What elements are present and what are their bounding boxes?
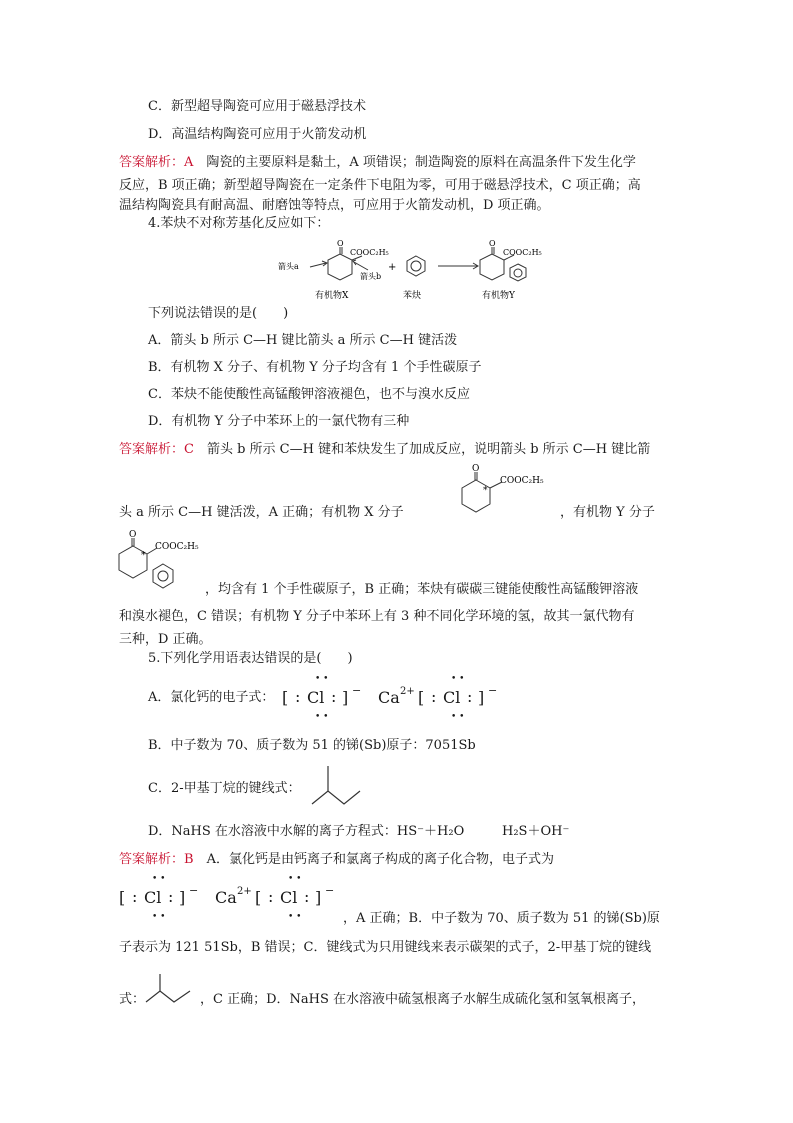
q3-analysis-line1: 答案解析：A 陶瓷的主要原料是黏土，A 项错误；制造陶瓷的原料在高温条件下发生化学 (119, 155, 636, 170)
svg-text:]: ] (342, 688, 349, 707)
svg-text:]: ] (478, 688, 485, 707)
q4-analysis-line3: ，均含有 1 个手性碳原子，B 正确；苯炔有碳碳三键能使酸性高锰酸钾溶液 (205, 582, 639, 597)
svg-text::: : (295, 687, 301, 706)
q4-analysis-line5: 三种，D 正确。 (119, 632, 212, 647)
q4-answer-label: 答案解析：C (119, 442, 194, 457)
skeletal-2-methylbutane (312, 764, 368, 806)
svg-text:• •: • • (152, 912, 166, 922)
svg-text:2+: 2+ (237, 886, 252, 897)
svg-text:[: [ (255, 888, 262, 907)
svg-text::: : (331, 687, 337, 706)
svg-text:[: [ (119, 888, 126, 907)
arrow-a-label: 箭头a (278, 262, 299, 271)
inline-y-group: COOC₂H₅ (155, 542, 199, 552)
q5-analysis-line2: ，A 正确；B．中子数为 70、质子数为 51 的锑(Sb)原 (343, 911, 660, 926)
inline-y-star: * (141, 551, 146, 561)
reaction-scheme (270, 238, 560, 304)
svg-text:−: − (325, 884, 335, 897)
plus-sign: + (388, 262, 397, 273)
inline-x-group: COOC₂H₅ (500, 476, 544, 486)
q5-option-a-label: A．氯化钙的电子式： (148, 690, 275, 705)
q4-question: 下列说法错误的是( ) (148, 306, 289, 321)
svg-text:Cl: Cl (280, 888, 298, 907)
inline-x-oxygen: O (472, 464, 480, 474)
x-oxygen: O (337, 239, 344, 248)
q5-option-d-part2: H₂S＋OH⁻ (502, 824, 570, 839)
q4-option-b: B．有机物 X 分子、有机物 Y 分子均含有 1 个手性碳原子 (148, 360, 482, 375)
q4-analysis-line4: 和溴水褪色，C 错误；有机物 Y 分子中苯环上有 3 种不同化学环境的氢，故其一氯代物有 (119, 609, 635, 624)
y-oxygen: O (489, 239, 496, 248)
svg-text:[: [ (418, 688, 425, 707)
label-benzyne: 苯炔 (403, 291, 422, 301)
q4-analysis-line2a: 头 a 所示 C—H 键活泼，A 正确；有机物 X 分子 (119, 505, 404, 520)
svg-text:−: − (488, 684, 498, 697)
q3-analysis-line2: 反应，B 项正确；新型超导陶瓷在一定条件下电阻为零，可用于磁悬浮技术，C 项正确；高 (119, 178, 641, 193)
q5-answer-label: 答案解析：B (119, 852, 194, 867)
svg-text:[: [ (282, 688, 289, 707)
svg-text:Ca: Ca (378, 688, 400, 707)
svg-text::: : (304, 887, 310, 906)
q4-option-d: D．有机物 Y 分子中苯环上的一氯代物有三种 (148, 414, 410, 429)
q3-option-c: C．新型超导陶瓷可应用于磁悬浮技术 (148, 99, 366, 114)
benzyne-structure (407, 256, 425, 276)
q3-analysis-line3: 温结构陶瓷具有耐高温、耐磨蚀等特点，可应用于火箭发动机，D 项正确。 (119, 198, 550, 213)
q4-stem: 4.苯炔不对称芳基化反应如下： (148, 216, 330, 231)
svg-text::: : (467, 687, 473, 706)
svg-text::: : (132, 887, 138, 906)
q5-option-c-label: C．2-甲基丁烷的键线式： (148, 781, 301, 796)
q3-option-d: D．高温结构陶瓷可应用于火箭发动机 (148, 127, 367, 142)
svg-text:]: ] (315, 888, 322, 907)
q5-option-b: B．中子数为 70、质子数为 51 的锑(Sb)原子：7051Sb (148, 738, 476, 753)
svg-text::: : (268, 887, 274, 906)
q4-option-a: A．箭头 b 所示 C—H 键比箭头 a 所示 C—H 键活泼 (148, 333, 458, 348)
reaction-arrow (438, 263, 478, 269)
q4-option-c: C．苯炔不能使酸性高锰酸钾溶液褪色，也不与溴水反应 (148, 387, 470, 402)
svg-text:• •: • • (451, 712, 465, 722)
svg-text:Cl: Cl (144, 888, 162, 907)
q3-answer-label: 答案解析：A (119, 155, 194, 170)
label-y: 有机物Y (482, 291, 515, 301)
q5-analysis-line1: 答案解析：B A．氯化钙是由钙离子和氯离子构成的离子化合物，电子式为 (119, 852, 554, 867)
electron-formula-analysis (119, 872, 359, 920)
svg-text:−: − (189, 884, 199, 897)
inline-y-oxygen: O (129, 530, 137, 540)
svg-text:• •: • • (288, 874, 302, 884)
svg-text::: : (168, 887, 174, 906)
y-ester-group: COOC₂H₅ (503, 248, 542, 257)
svg-text:Cl: Cl (443, 688, 461, 707)
svg-text:−: − (352, 684, 362, 697)
svg-text:• •: • • (451, 674, 465, 684)
svg-text:Cl: Cl (307, 688, 325, 707)
label-x: 有机物X (315, 291, 349, 301)
q4-analysis-line1: 答案解析：C 箭头 b 所示 C—H 键和苯炔发生了加成反应，说明箭头 b 所示 C—H 键比箭 (119, 442, 651, 457)
x-ester-group: COOC₂H₅ (350, 248, 389, 257)
inline-x-star: * (483, 486, 488, 496)
svg-text:• •: • • (152, 874, 166, 884)
svg-text::: : (431, 687, 437, 706)
structure-y-inline (119, 530, 219, 594)
q5-option-d-part1: D．NaHS 在水溶液中水解的离子方程式：HS⁻＋H₂O (148, 824, 465, 839)
svg-text:• •: • • (315, 674, 329, 684)
svg-text:]: ] (179, 888, 186, 907)
electron-formula-a (282, 672, 522, 720)
q4-analysis-line2b: ，有机物 Y 分子 (560, 505, 655, 520)
q5-analysis-line3: 子表示为 121 51Sb，B 错误；C．键线式为只用键线来表示碳架的式子，2-甲基丁烷的键线 (119, 940, 652, 955)
svg-text:• •: • • (315, 712, 329, 722)
svg-text:• •: • • (288, 912, 302, 922)
q5-stem: 5.下列化学用语表达错误的是( ) (148, 651, 353, 666)
structure-x-inline (462, 462, 562, 520)
svg-text:2+: 2+ (400, 686, 415, 697)
skeletal-2-methylbutane-analysis (146, 972, 202, 1004)
q5-analysis-line4b: ，C 正确；D．NaHS 在水溶液中硫氢根离子水解生成硫化氢和氢氧根离子， (200, 992, 646, 1007)
arrow-b-label: 箭头b (360, 272, 382, 281)
svg-text:Ca: Ca (215, 888, 237, 907)
q5-analysis-line4a: 式： (119, 992, 146, 1007)
